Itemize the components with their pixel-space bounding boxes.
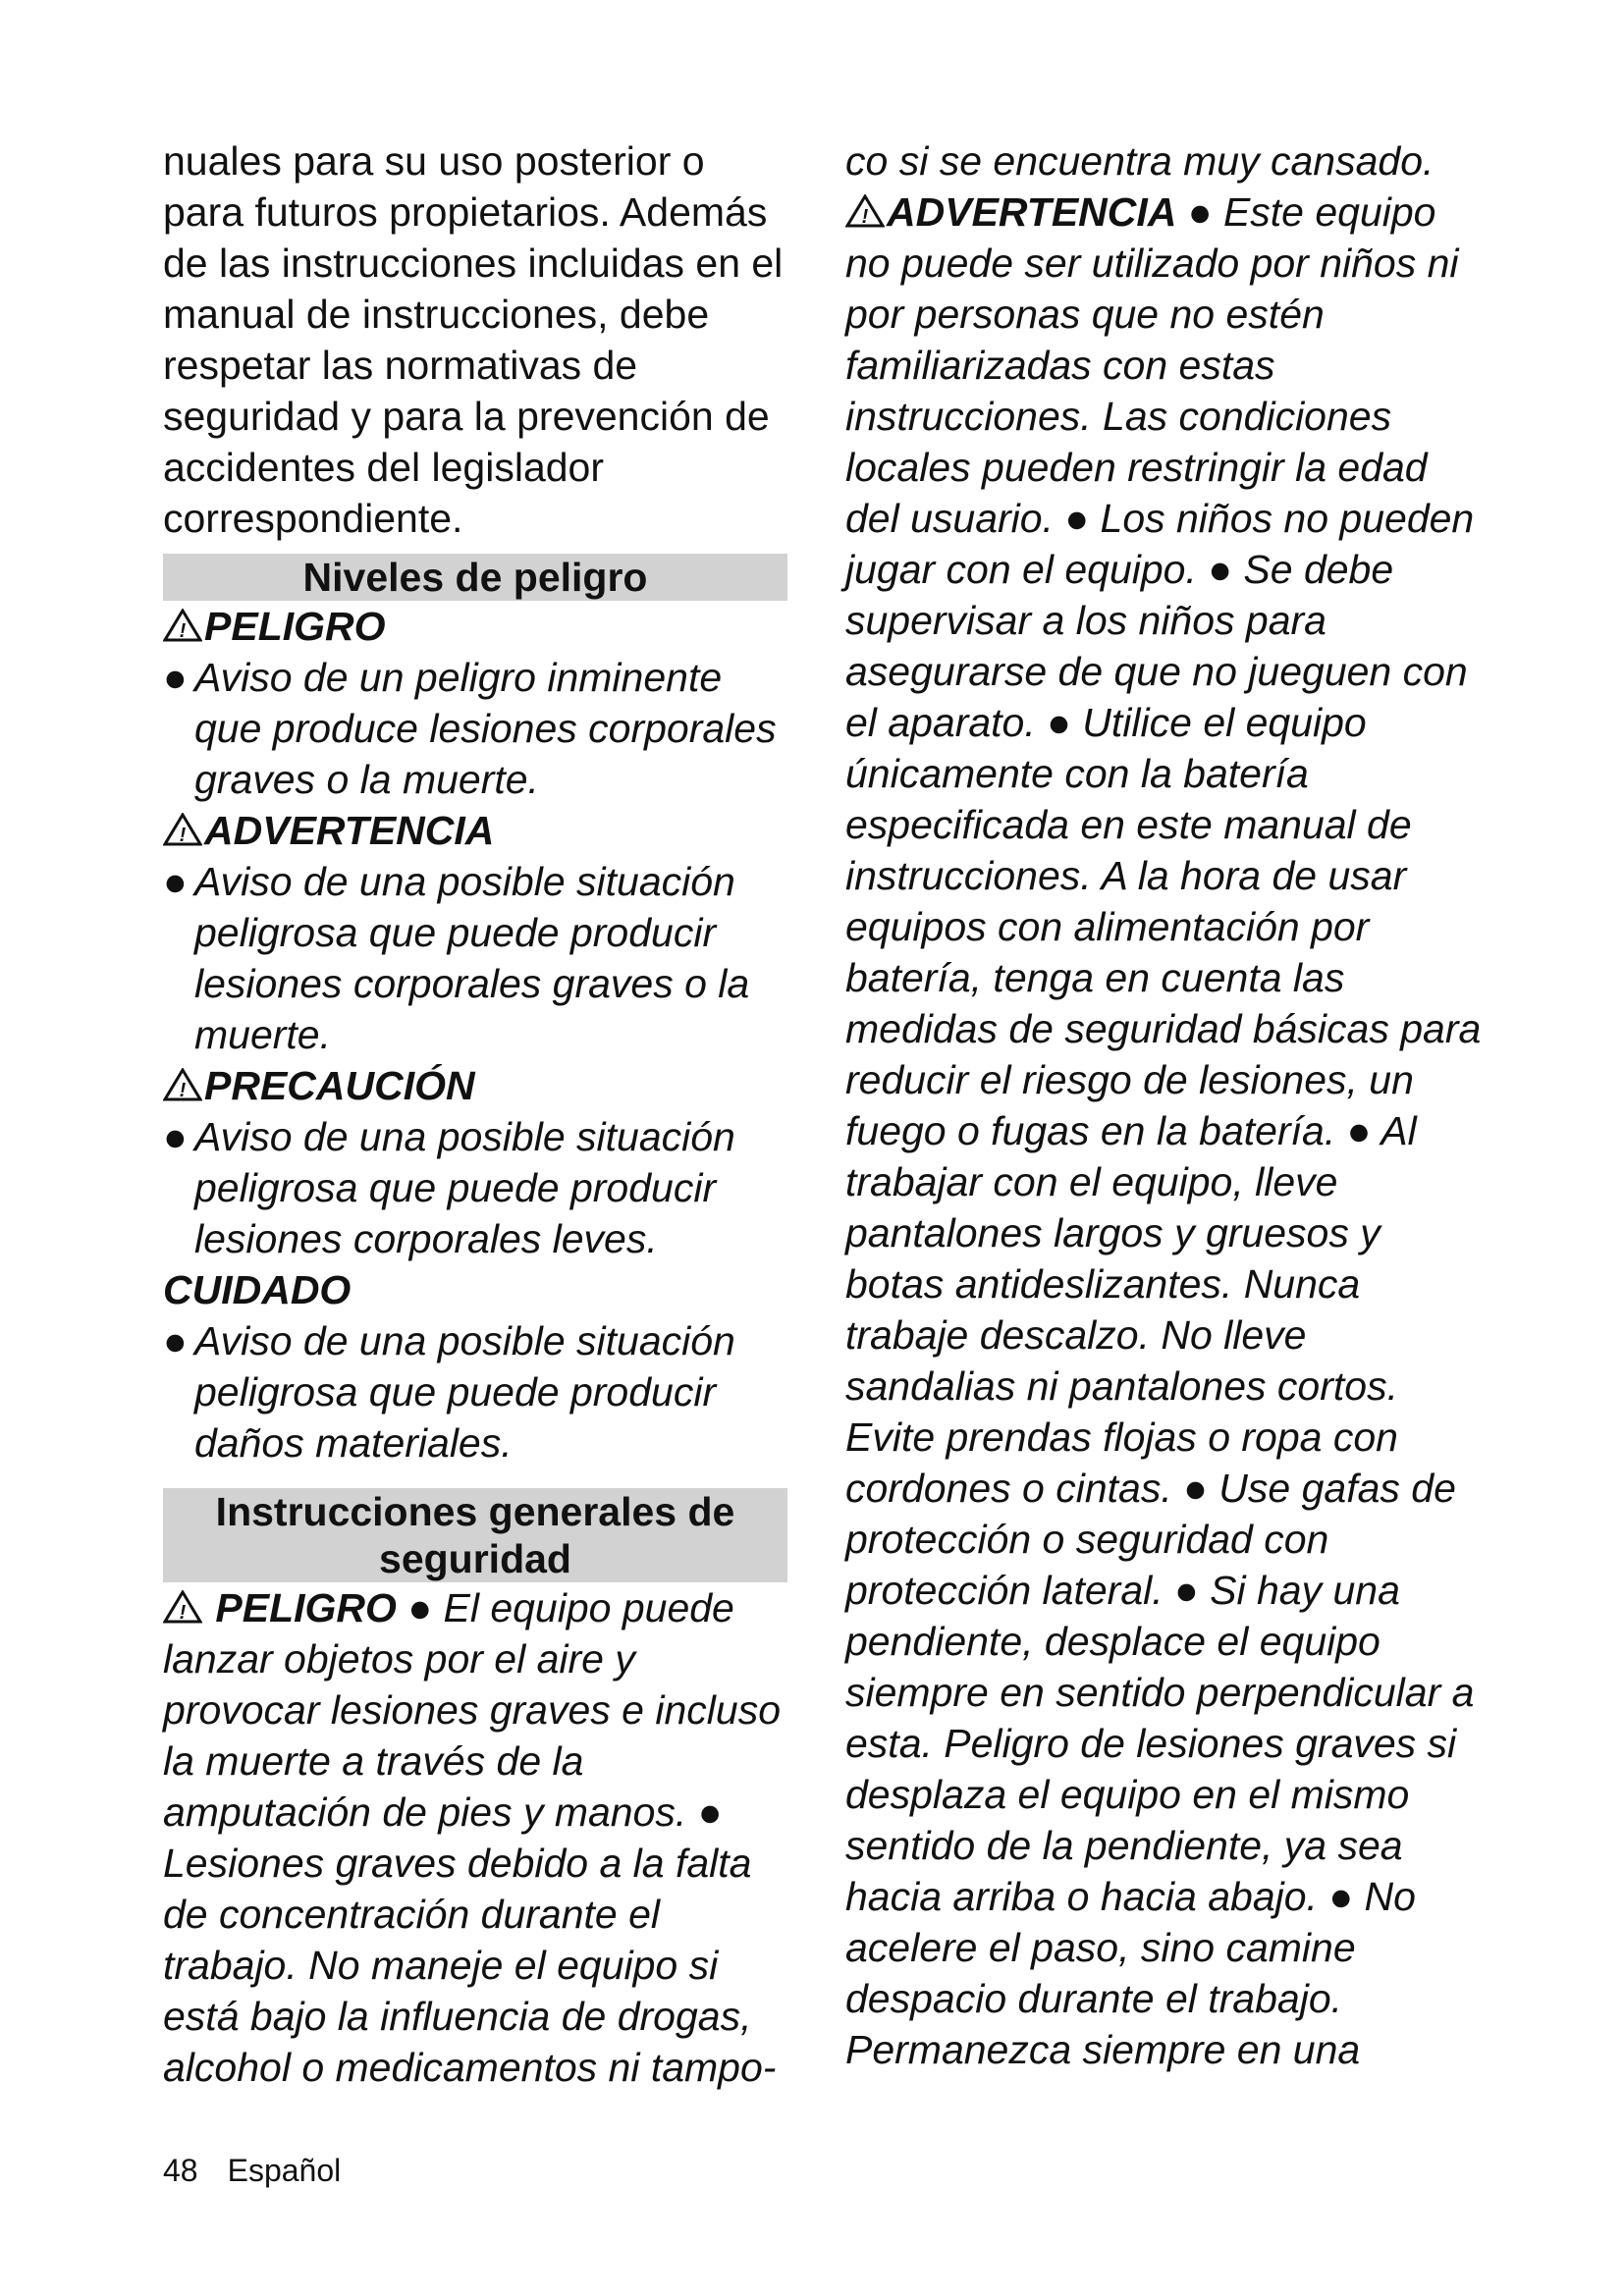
level-peligro-heading: ! PELIGRO (163, 601, 787, 652)
page-number: 48 (163, 2153, 198, 2188)
warning-triangle-icon (163, 1068, 202, 1101)
svg-text:!: ! (179, 620, 187, 642)
section-heading-niveles: Niveles de peligro (163, 554, 787, 601)
level-cuidado-heading: CUIDADO (163, 1267, 352, 1312)
peligro-paragraph: ! PELIGRO ● El equipo puede lanzar objetos por el aire y provocar lesiones graves e incluso la muerte a través de la amputación de pies y manos. ● Lesiones graves debido a la falta de concentración durante el trabajo. No maneje el equipo si está bajo la influencia de drogas, alcohol o medicamentos ni tampo- (163, 1585, 781, 2090)
page-language: Español (227, 2153, 342, 2188)
page-footer (163, 2151, 370, 2190)
svg-text:!: ! (861, 206, 869, 228)
right-intro: co si se encuentra muy cansado. (845, 138, 1435, 184)
warning-triangle-icon (163, 813, 202, 846)
svg-text:!: ! (179, 1602, 187, 1624)
level-peligro-text: ● Aviso de un peligro inminente que produce lesiones corporales graves o la muerte. (163, 655, 777, 802)
left-column (163, 135, 787, 2093)
intro-paragraph: nuales para su uso posterior o para futuros propietarios. Además de las instrucciones incluidas en el manual de instrucciones, debe respetar las normativas de seguridad y para la prevención de accidentes del legislador correspondiente. (163, 138, 784, 541)
advertencia-paragraph: ! ADVERTENCIA ● Este equipo no puede ser utilizado por niños ni por personas que no estén familiarizadas con estas instrucciones. Las condiciones locales pueden restringir la edad del usuario. ● Los niños no pueden jugar con el equipo. ● Se debe supervisar a los niños para asegurarse de que no jueguen con el aparato. ● Utilice el equipo únicamente con la batería especificada en este manual de instrucciones. A la hora de usar equipos con alimentación por batería, tenga en cuenta las medidas de seguridad básicas para reducir el riesgo de lesiones, un fuego o fugas en la batería. ● Al trabajar con el equipo, lleve pantalones largos y gruesos y botas antideslizantes. Nunca trabaje descalzo. No lleve sandalias ni pantalones cortos. Evite prendas flojas o ropa con cordones o cintas. ● Use gafas de protección o seguridad con protección lateral. ● Si hay una pendiente, desplace el equipo siempre en sentido perpendicular a esta. Peligro de lesiones graves si desplaza el equipo en el mismo sentido de la pendiente, ya sea hacia arriba o hacia abajo. ● No acelere el paso, sino camine despacio durante el trabajo. Permanezca siempre en una (845, 189, 1482, 2072)
level-advertencia-text: ● Aviso de una posible situación peligrosa que puede producir lesiones corporales graves o la muerte. (163, 859, 750, 1057)
section-heading-instrucciones: Instrucciones generales de seguridad (163, 1488, 787, 1582)
level-cuidado-text: ● Aviso de una posible situación peligrosa que puede producir daños materiales. (163, 1318, 735, 1466)
level-precaucion-heading: ! PRECAUCIÓN (163, 1060, 787, 1111)
warning-triangle-icon (163, 1590, 202, 1624)
svg-text:!: ! (179, 825, 187, 846)
svg-text:!: ! (179, 1080, 187, 1101)
warning-triangle-icon (845, 194, 885, 228)
level-precaucion-text: ● Aviso de una posible situación peligrosa que puede producir lesiones corporales leves. (163, 1114, 735, 1261)
right-column (845, 135, 1484, 2075)
warning-triangle-icon (163, 609, 202, 642)
level-advertencia-heading: ! ADVERTENCIA (163, 805, 787, 856)
